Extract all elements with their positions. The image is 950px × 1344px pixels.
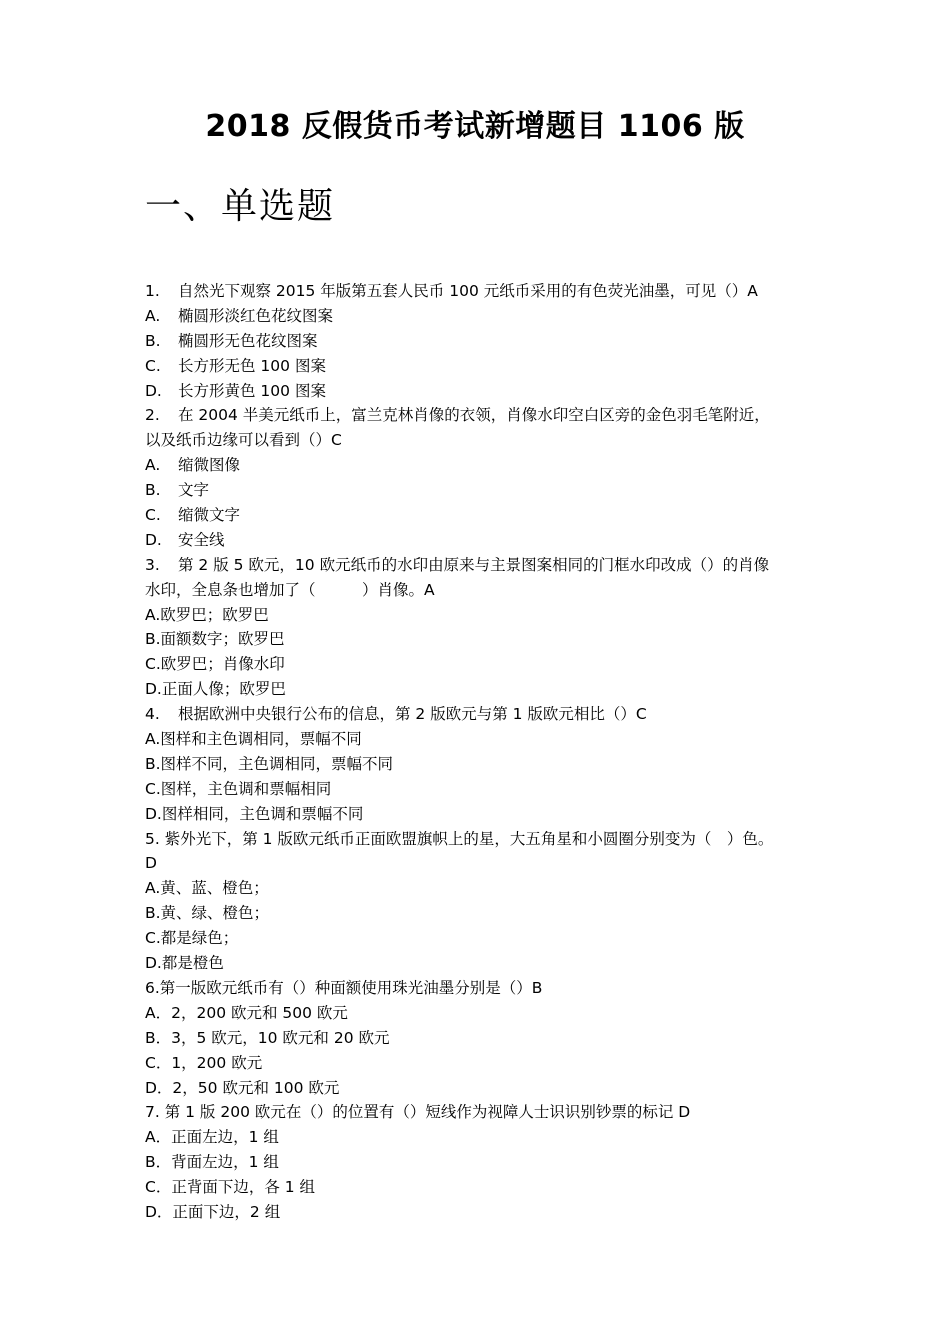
item-text: B.面额数字；欧罗巴 bbox=[145, 630, 285, 649]
question-line bbox=[145, 827, 815, 852]
question-line bbox=[145, 503, 815, 528]
question-line bbox=[145, 354, 815, 379]
question-line bbox=[145, 976, 815, 1001]
question-line bbox=[145, 1150, 815, 1175]
item-text: B．3，5 欧元，10 欧元和 20 欧元 bbox=[145, 1028, 390, 1047]
question-line bbox=[145, 851, 815, 876]
question-line bbox=[145, 926, 815, 951]
item-number: B. bbox=[145, 331, 161, 350]
item-text: C.欧罗巴；肖像水印 bbox=[145, 655, 285, 674]
question-line bbox=[145, 279, 815, 304]
item-number: B. bbox=[145, 481, 161, 500]
item-number: 3. bbox=[145, 555, 160, 574]
item-number: 4. bbox=[145, 705, 160, 724]
question-line bbox=[145, 1076, 815, 1101]
question-line bbox=[145, 304, 815, 329]
item-text: D bbox=[145, 854, 157, 873]
item-text: A.黄、蓝、橙色； bbox=[145, 879, 269, 898]
question-line bbox=[145, 553, 815, 578]
question-line bbox=[145, 528, 815, 553]
question-line bbox=[145, 478, 815, 503]
item-text: D.正面人像；欧罗巴 bbox=[145, 680, 286, 699]
question-line bbox=[145, 727, 815, 752]
item-text: C.图样，主色调和票幅相同 bbox=[145, 779, 332, 798]
question-line bbox=[145, 627, 815, 652]
question-line bbox=[145, 403, 815, 428]
question-line bbox=[145, 1200, 815, 1225]
question-line bbox=[145, 901, 815, 926]
item-number: 1. bbox=[145, 282, 160, 300]
item-text: B.图样不同，主色调相同，票幅不同 bbox=[145, 754, 394, 773]
question-line bbox=[145, 876, 815, 901]
item-text: C．正背面下边，各 1 组 bbox=[145, 1178, 316, 1197]
question-line bbox=[145, 802, 815, 827]
question-line bbox=[145, 652, 815, 677]
question-list bbox=[145, 279, 815, 1225]
item-text: C.都是绿色； bbox=[145, 929, 239, 948]
item-text: 文字 bbox=[178, 481, 210, 500]
item-number: C. bbox=[145, 356, 161, 375]
item-number: A. bbox=[145, 456, 161, 475]
item-text: 6.第一版欧元纸币有（）种面额使用珠光油墨分别是（）B bbox=[145, 978, 543, 997]
question-line bbox=[145, 1026, 815, 1051]
question-line bbox=[145, 677, 815, 702]
item-text: A．正面左边，1 组 bbox=[145, 1128, 279, 1147]
question-line bbox=[145, 379, 815, 404]
item-text: 水印，全息条也增加了（ ）肖像。A bbox=[145, 580, 435, 599]
item-text: 以及纸币边缘可以看到（）C bbox=[145, 431, 342, 450]
question-line bbox=[145, 951, 815, 976]
item-text: 缩微图像 bbox=[178, 456, 241, 475]
item-text: 安全线 bbox=[178, 530, 225, 549]
item-number: 2. bbox=[145, 406, 160, 425]
item-text: 在 2004 半美元纸币上，富兰克林肖像的衣领，肖像水印空白区旁的金色羽毛笔附近， bbox=[178, 406, 770, 425]
item-text: C．1，200 欧元 bbox=[145, 1053, 263, 1072]
item-text: B.黄、绿、橙色； bbox=[145, 904, 270, 923]
item-text: 5. 紫外光下，第 1 版欧元纸币正面欧盟旗帜上的星，大五角星和小圆圈分别变为（ ）色。 bbox=[145, 829, 774, 848]
item-number: A. bbox=[145, 306, 161, 325]
item-text: B．背面左边，1 组 bbox=[145, 1153, 279, 1172]
item-number: C. bbox=[145, 506, 161, 525]
question-line bbox=[145, 777, 815, 802]
item-text: 长方形无色 100 图案 bbox=[178, 356, 326, 375]
item-text: 长方形黄色 100 图案 bbox=[178, 381, 326, 400]
item-text: 根据欧洲中央银行公布的信息，第 2 版欧元与第 1 版欧元相比（）C bbox=[178, 705, 647, 724]
item-text: D．2，50 欧元和 100 欧元 bbox=[145, 1078, 340, 1097]
section-heading: 一、单选题 bbox=[145, 186, 336, 227]
question-line bbox=[145, 578, 815, 603]
question-line bbox=[145, 1001, 815, 1026]
item-text: D.图样相同，主色调和票幅不同 bbox=[145, 804, 364, 823]
item-text: 自然光下观察 2015 年版第五套人民币 100 元纸币采用的有色荧光油墨，可见（）A bbox=[178, 282, 758, 300]
item-text: A.图样和主色调相同，票幅不同 bbox=[145, 730, 362, 749]
question-line bbox=[145, 453, 815, 478]
item-text: A.欧罗巴；欧罗巴 bbox=[145, 605, 269, 624]
question-line bbox=[145, 1100, 815, 1125]
item-text: 第 2 版 5 欧元，10 欧元纸币的水印由原来与主景图案相同的门框水印改成（）的肖像 bbox=[178, 555, 770, 574]
item-text: 7. 第 1 版 200 欧元在（）的位置有（）短线作为视障人士识识别钞票的标记 D bbox=[145, 1103, 691, 1122]
item-text: A．2，200 欧元和 500 欧元 bbox=[145, 1003, 348, 1022]
question-line bbox=[145, 1051, 815, 1076]
item-text: 椭圆形淡红色花纹图案 bbox=[178, 306, 334, 325]
item-text: 椭圆形无色花纹图案 bbox=[178, 331, 318, 350]
question-line bbox=[145, 603, 815, 628]
question-line bbox=[145, 1175, 815, 1200]
item-text: D．正面下边，2 组 bbox=[145, 1202, 281, 1221]
item-number: D. bbox=[145, 530, 162, 549]
item-number: D. bbox=[145, 381, 162, 400]
question-line bbox=[145, 702, 815, 727]
question-line bbox=[145, 329, 815, 354]
question-line bbox=[145, 1125, 815, 1150]
item-text: 缩微文字 bbox=[178, 506, 241, 525]
question-line bbox=[145, 428, 815, 453]
document-title: 2018 反假货币考试新增题目 1106 版 bbox=[205, 109, 745, 144]
item-text: D.都是橙色 bbox=[145, 954, 224, 973]
question-line bbox=[145, 752, 815, 777]
